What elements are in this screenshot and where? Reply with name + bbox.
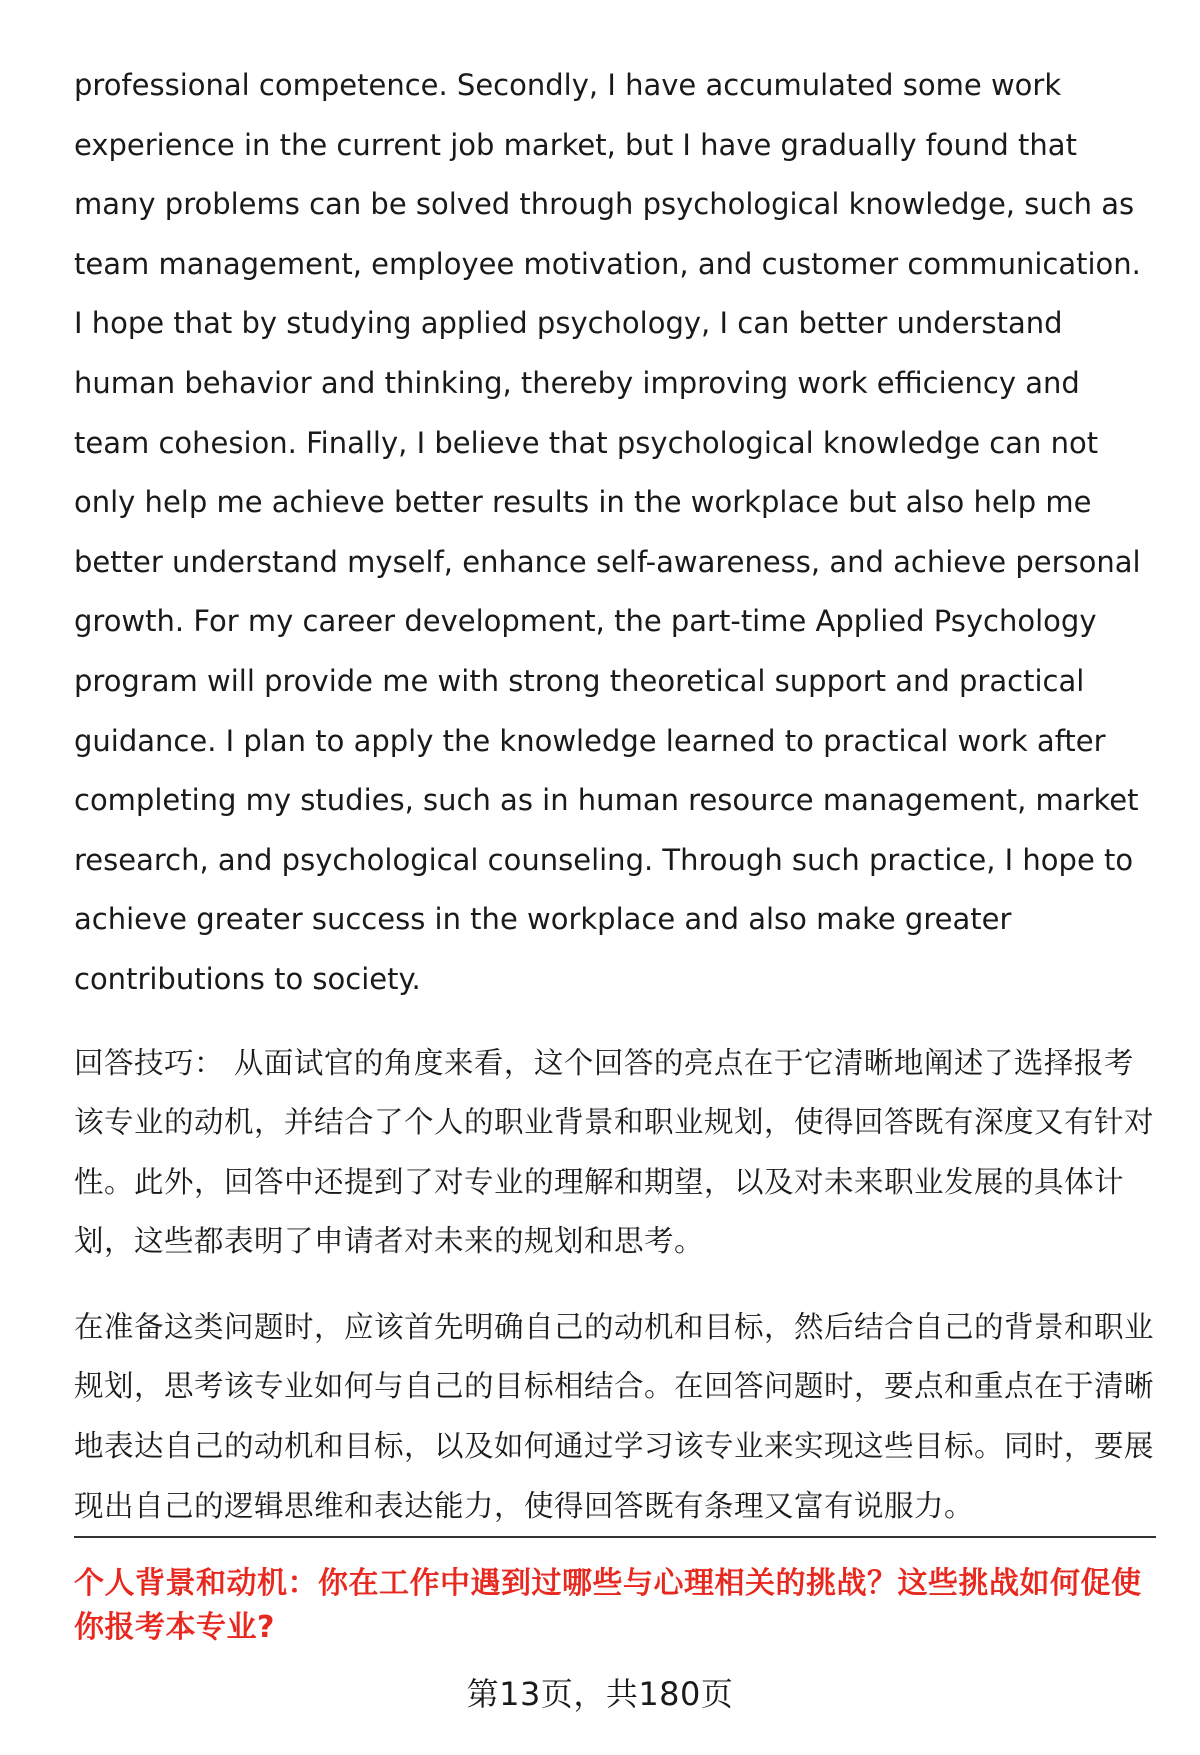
section-divider	[74, 1536, 1156, 1538]
answer-paragraph: professional competence. Secondly, I have accumulated some work experience in the current job market, but I have gradually found that many problems can be solved through psychological knowledge, such as team management, employee motivation, and customer communication. I hope that by studying applied psychology, I can better understand human behavior and thinking, thereby improving work efficiency and team cohesion. Finally, I believe that psychological knowledge can not only help me achieve better results in the workplace but also help me better understand myself, enhance self-awareness, and achieve personal growth. For my career development, the part-time Applied Psychology program will provide me with strong theoretical support and practical guidance. I plan to apply the knowledge learned to practical work after completing my studies, such as in human resource management, market research, and psychological counseling. Through such practice, I hope to achieve greater success in the workplace and also make greater contributions to society.	[74, 68, 1141, 996]
preparation-advice-paragraph: 在准备这类问题时，应该首先明确自己的动机和目标，然后结合自己的背景和职业规划，思考该专业如何与自己的目标相结合。在回答问题时，要点和重点在于清晰地表达自己的动机和目标，以及如何通过学习该专业来实现这些目标。同时，要展现出自己的逻辑思维和表达能力，使得回答既有条理又富有说服力。	[74, 1309, 1155, 1523]
page-number-footer: 第13页，共180页	[466, 1675, 734, 1713]
watermark: ​	[604, 780, 716, 914]
answer-tips-paragraph: 回答技巧： 从面试官的角度来看，这个回答的亮点在于它清晰地阐述了选择报考该专业的动机，并结合了个人的职业背景和职业规划，使得回答既有深度又有针对性。此外，回答中还提到了对专业的理解和期望，以及对未来职业发展的具体计划，这些都表明了申请者对未来的规划和思考。	[74, 1045, 1155, 1259]
document-body	[74, 56, 1156, 1536]
next-question-heading: 个人背景和动机：你在工作中遇到过哪些与心理相关的挑战？这些挑战如何促使你报考本专业?	[74, 1566, 1142, 1645]
